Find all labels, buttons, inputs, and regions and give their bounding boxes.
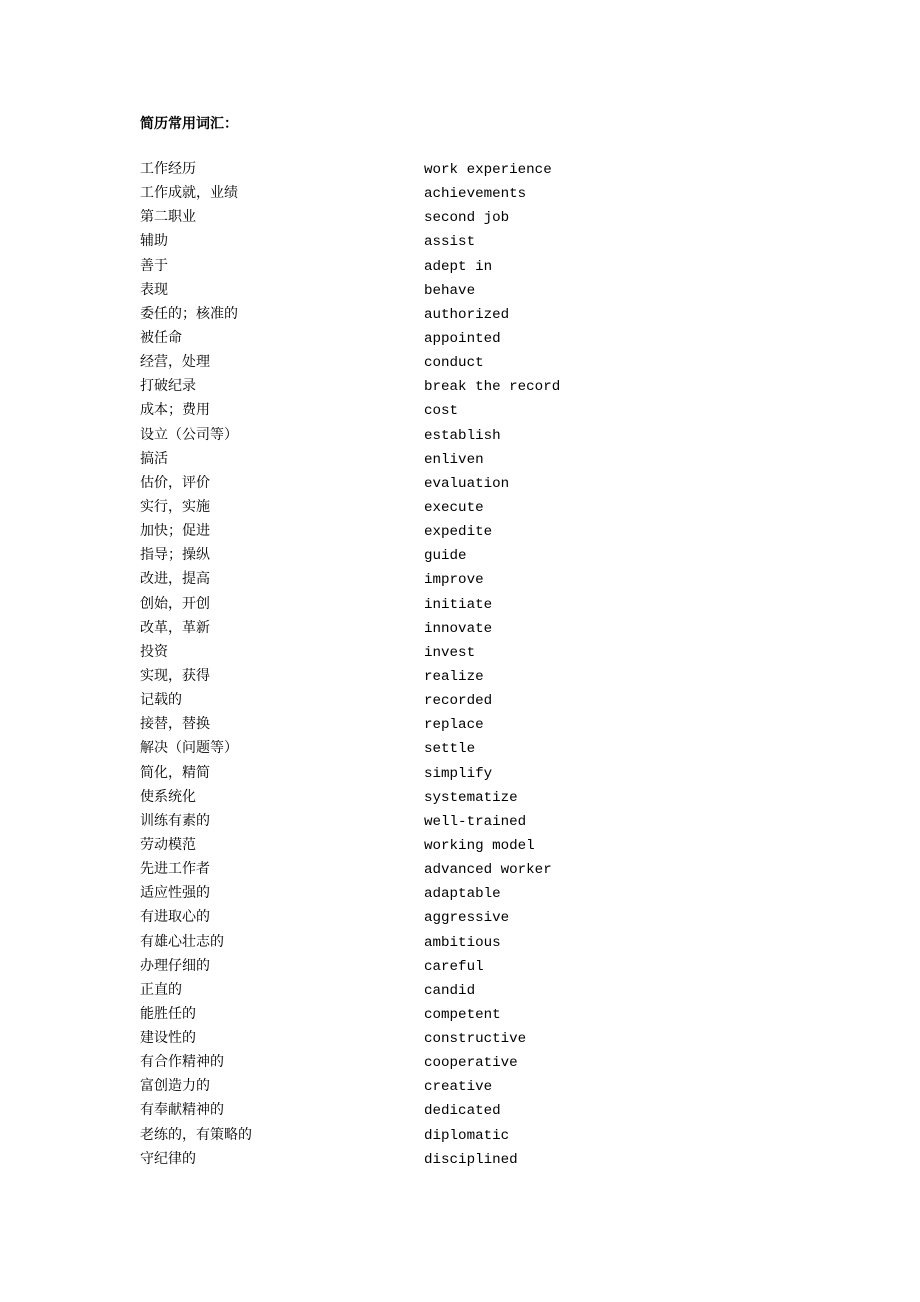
vocab-row [140,302,740,326]
chinese-term: 建设性的 [140,1030,196,1047]
vocab-row [140,398,740,422]
chinese-term: 改进，提高 [140,571,210,588]
vocab-row [140,930,740,954]
chinese-term: 有进取心的 [140,909,210,926]
vocab-row [140,254,740,278]
english-term: evaluation [424,475,510,492]
english-term: work experience [424,162,552,178]
english-term: assist [424,234,476,251]
vocab-row [140,761,740,785]
chinese-term: 先进工作者 [140,861,210,878]
chinese-term: 表现 [140,281,168,298]
chinese-term: 第二职业 [140,209,196,226]
vocab-row [140,326,740,350]
english-term: creative [424,1079,493,1096]
english-term: cost [424,403,459,420]
chinese-term: 成本；费用 [140,402,210,419]
english-term: aggressive [424,910,510,927]
chinese-term: 实行，实施 [140,498,210,515]
vocab-row [140,471,740,495]
vocab-row [140,543,740,567]
vocabulary-list [140,157,740,1171]
chinese-term: 工作经历 [140,161,196,177]
english-term: establish [424,427,501,444]
chinese-term: 加快；促进 [140,523,210,540]
english-term: adaptable [424,886,501,903]
vocab-row [140,205,740,229]
chinese-term: 投资 [140,643,168,660]
english-term: cooperative [424,1055,518,1072]
english-term: candid [424,982,476,999]
chinese-term: 使系统化 [140,788,196,805]
vocab-row [140,712,740,736]
english-term: invest [424,644,476,661]
english-term: constructive [424,1031,527,1048]
english-term: execute [424,499,484,516]
vocab-row [140,905,740,929]
english-term: competent [424,1006,501,1023]
vocab-row [140,1050,740,1074]
english-term: dedicated [424,1103,501,1120]
english-term: guide [424,548,467,565]
chinese-term: 改革，革新 [140,619,210,636]
vocab-row [140,374,740,398]
vocab-row [140,857,740,881]
chinese-term: 被任命 [140,329,182,346]
english-term: second job [424,210,510,227]
chinese-term: 设立（公司等） [140,426,238,443]
chinese-term: 有合作精神的 [140,1054,224,1071]
chinese-term: 能胜任的 [140,1005,196,1022]
english-term: enliven [424,451,484,468]
english-term: achievements [424,186,527,203]
chinese-term: 适应性强的 [140,885,210,902]
english-term: recorded [424,693,493,710]
english-term: disciplined [424,1151,518,1168]
english-term: innovate [424,620,493,637]
chinese-term: 指导；操纵 [140,547,210,564]
vocab-row [140,1026,740,1050]
english-term: advanced worker [424,862,552,879]
vocab-row [140,616,740,640]
vocab-row [140,833,740,857]
english-term: authorized [424,306,510,323]
vocab-row [140,229,740,253]
chinese-term: 老练的，有策略的 [140,1126,252,1143]
vocab-row [140,1098,740,1122]
chinese-term: 搞活 [140,450,168,467]
english-term: diplomatic [424,1127,510,1144]
chinese-term: 办理仔细的 [140,957,210,974]
english-term: systematize [424,789,518,806]
vocab-row [140,447,740,471]
english-term: working model [424,837,535,854]
vocab-row [140,1147,740,1171]
vocab-row [140,181,740,205]
vocab-row [140,495,740,519]
chinese-term: 善于 [140,257,168,274]
english-term: improve [424,572,484,589]
english-term: appointed [424,330,501,347]
english-term: ambitious [424,934,501,951]
vocab-row [140,567,740,591]
english-term: realize [424,668,484,685]
vocab-row [140,278,740,302]
vocab-row [140,785,740,809]
chinese-term: 实现，获得 [140,667,210,684]
english-term: break the record [424,379,561,396]
vocab-row [140,157,740,181]
vocab-row [140,809,740,833]
chinese-term: 经营，处理 [140,354,210,371]
vocab-row [140,423,740,447]
chinese-term: 记载的 [140,692,182,709]
english-term: expedite [424,524,493,541]
vocab-row [140,664,740,688]
chinese-term: 守纪律的 [140,1150,196,1167]
english-term: careful [424,958,484,975]
vocab-row [140,1074,740,1098]
vocab-row [140,350,740,374]
english-term: well-trained [424,813,527,830]
chinese-term: 接替，替换 [140,716,210,733]
english-term: conduct [424,355,484,372]
chinese-term: 打破纪录 [140,378,196,395]
document-title: 简历常用词汇： [140,116,238,132]
chinese-term: 解决（问题等） [140,740,238,757]
english-term: initiate [424,596,493,613]
english-term: simplify [424,765,493,782]
english-term: adept in [424,258,493,275]
vocab-row [140,688,740,712]
chinese-term: 简化，精简 [140,764,210,781]
english-term: behave [424,282,476,299]
chinese-term: 委任的；核准的 [140,305,238,322]
vocab-row [140,1002,740,1026]
vocab-row [140,640,740,664]
chinese-term: 辅助 [140,233,168,250]
chinese-term: 工作成就，业绩 [140,185,238,202]
vocab-row [140,736,740,760]
english-term: settle [424,741,476,758]
chinese-term: 创始，开创 [140,595,210,612]
chinese-term: 富创造力的 [140,1078,210,1095]
chinese-term: 有奉献精神的 [140,1102,224,1119]
vocab-row [140,978,740,1002]
chinese-term: 有雄心壮志的 [140,933,224,950]
vocab-row [140,592,740,616]
vocab-row [140,954,740,978]
vocab-row [140,881,740,905]
vocab-row [140,519,740,543]
chinese-term: 估价，评价 [140,474,210,491]
vocab-row [140,1123,740,1147]
chinese-term: 训练有素的 [140,812,210,829]
english-term: replace [424,717,484,734]
chinese-term: 正直的 [140,981,182,998]
chinese-term: 劳动模范 [140,836,196,853]
